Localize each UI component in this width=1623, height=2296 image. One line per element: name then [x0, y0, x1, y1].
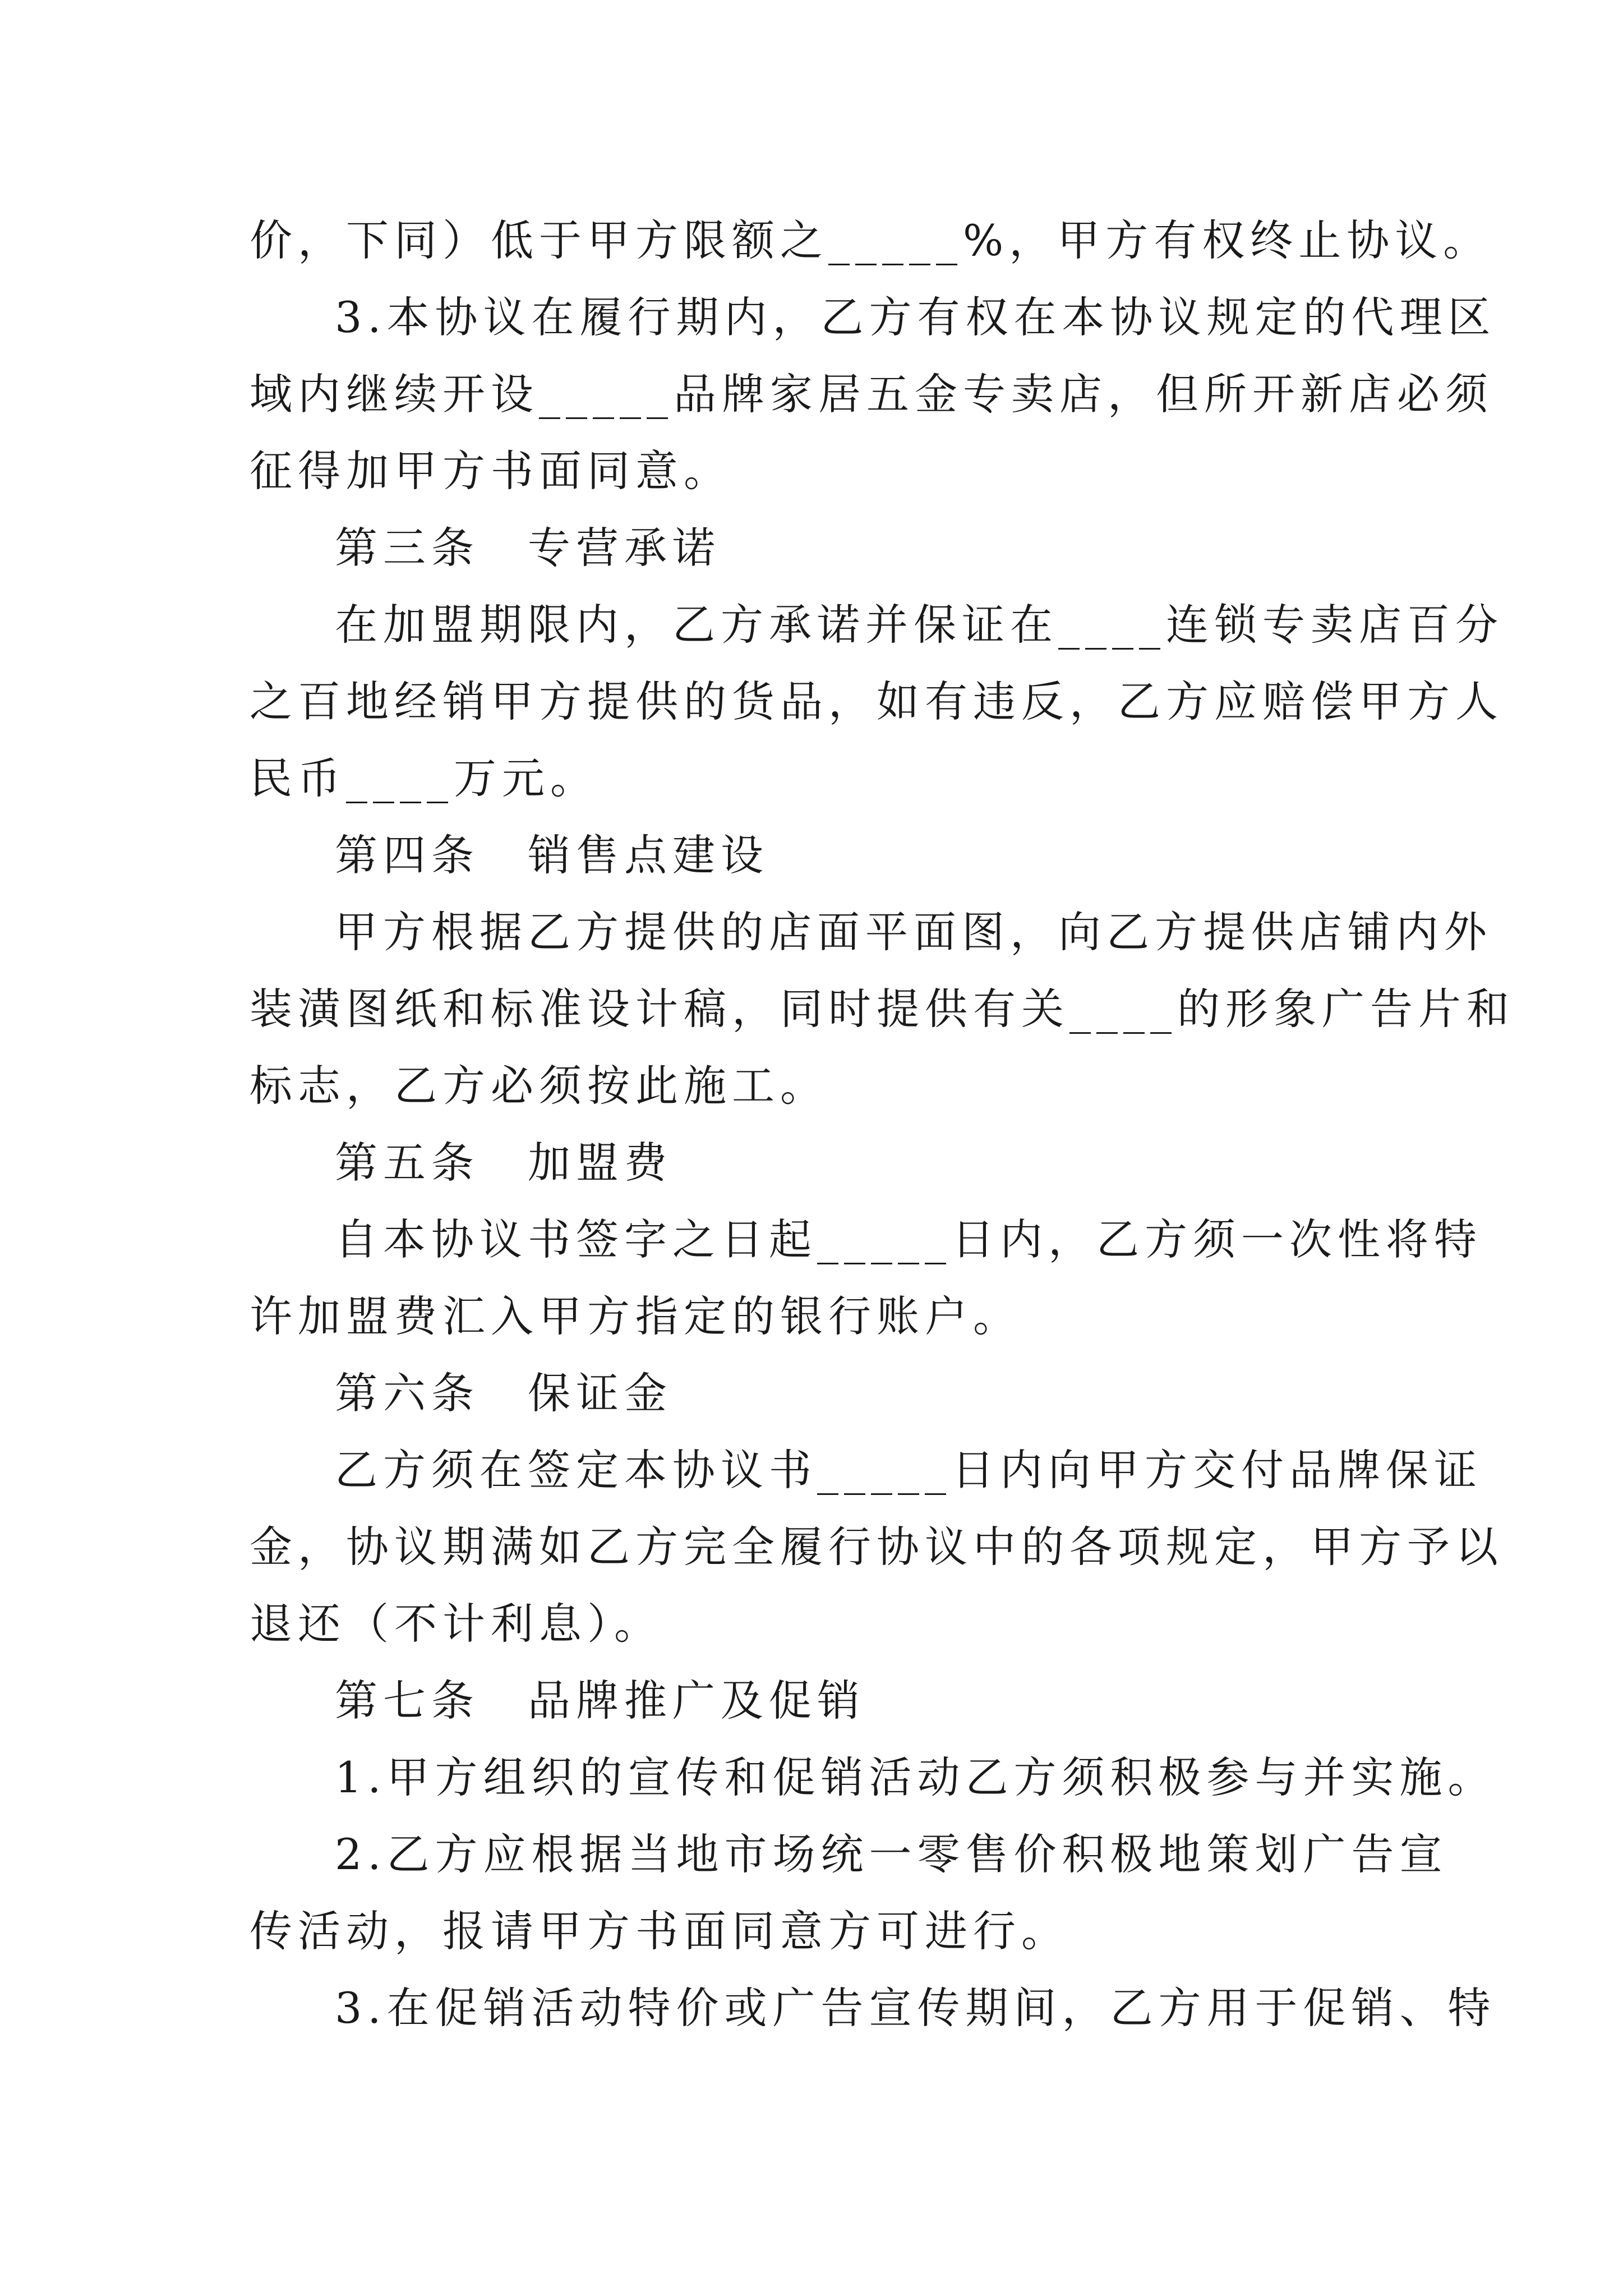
article-7-heading: 第七条 品牌推广及促销 — [335, 1676, 865, 1726]
text-line: 许加盟费汇入甲方指定的银行账户。 — [250, 1291, 1021, 1341]
clause-item-1: 1.甲方组织的宣传和促销活动乙方须积极参与并实施。 — [335, 1752, 1496, 1802]
text-line: 域内继续开设_____品牌家居五金专卖店，但所开新店必须 — [250, 369, 1493, 419]
text-line: 装潢图纸和标准设计稿，同时提供有关____的形象广告片和 — [250, 984, 1515, 1034]
text-line: 在加盟期限内，乙方承诺并保证在____连锁专卖店百分 — [335, 600, 1504, 650]
text-line: 标志，乙方必须按此施工。 — [250, 1061, 828, 1111]
text-line: 民币____万元。 — [250, 753, 598, 803]
text-line: 金，协议期满如乙方完全履行协议中的各项规定，甲方予以 — [250, 1522, 1504, 1572]
article-5-heading: 第五条 加盟费 — [335, 1138, 672, 1188]
text-line: 征得加甲方书面同意。 — [250, 446, 732, 496]
text-line: 之百地经销甲方提供的货品，如有违反，乙方应赔偿甲方人 — [250, 677, 1504, 726]
text-line: 退还（不计利息）。 — [250, 1599, 662, 1649]
clause-item-2: 2.乙方应根据当地市场统一零售价积极地策划广告宣 — [335, 1829, 1448, 1879]
article-6-heading: 第六条 保证金 — [335, 1368, 672, 1418]
clause-item-3: 3.本协议在履行期内，乙方有权在本协议规定的代理区 — [335, 292, 1496, 342]
text-line: 甲方根据乙方提供的店面平面图，向乙方提供店铺内外 — [335, 907, 1492, 957]
article-3-heading: 第三条 专营承诺 — [335, 523, 721, 573]
text-line: 乙方须在签定本协议书_____日内向甲方交付品牌保证 — [335, 1445, 1482, 1495]
text-line: 自本协议书签字之日起_____日内，乙方须一次性将特 — [335, 1214, 1482, 1264]
document-body — [250, 202, 1515, 2046]
article-4-heading: 第四条 销售点建设 — [335, 830, 769, 880]
text-line: 价，下同）低于甲方限额之_____%，甲方有权终止协议。 — [250, 215, 1492, 265]
text-line: 传活动，报请甲方书面同意方可进行。 — [250, 1906, 1069, 1956]
clause-item-3: 3.在促销活动特价或广告宣传期间，乙方用于促销、特 — [335, 1983, 1496, 2033]
